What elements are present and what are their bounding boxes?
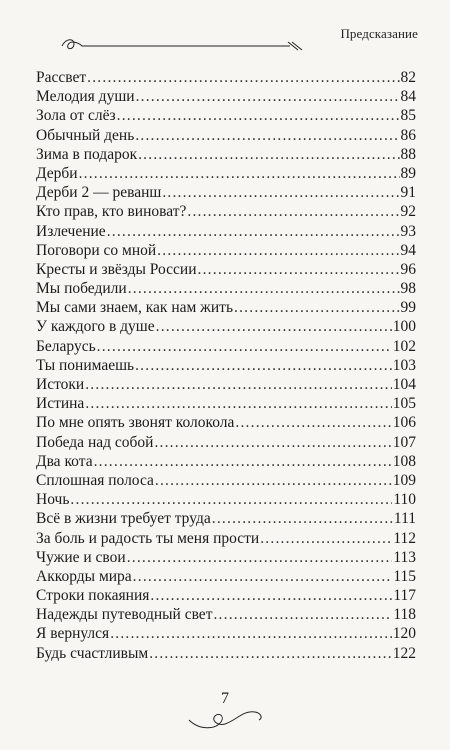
toc-entry-title: Мелодия души xyxy=(36,88,135,106)
toc-entry-page: 89 xyxy=(400,164,416,182)
toc-entry xyxy=(36,452,416,471)
toc-entry xyxy=(36,337,416,356)
toc-entry-page: 118 xyxy=(393,606,416,624)
toc-dot-leader xyxy=(133,567,393,586)
toc-entry xyxy=(36,145,416,164)
page-number: 7 xyxy=(221,690,229,707)
toc-dot-leader xyxy=(235,413,391,432)
toc-dot-leader xyxy=(212,509,393,528)
toc-entry-title: Дерби xyxy=(36,164,78,182)
toc-dot-leader xyxy=(117,106,400,125)
toc-entry-title: Ночь xyxy=(36,491,70,509)
toc-entry xyxy=(36,356,416,375)
toc-entry-page: 112 xyxy=(393,529,416,547)
toc-dot-leader xyxy=(234,298,399,317)
toc-entry xyxy=(36,509,416,528)
toc-entry-page: 92 xyxy=(400,203,416,221)
toc-entry xyxy=(36,624,416,643)
toc-dot-leader xyxy=(157,241,399,260)
toc-entry-title: Всё в жизни требует труда xyxy=(36,510,211,528)
toc-entry-page: 117 xyxy=(393,587,416,605)
toc-entry-page: 86 xyxy=(400,126,416,144)
toc-dot-leader xyxy=(128,279,400,298)
toc-entry-title: Мы победили xyxy=(36,280,127,298)
toc-entry-title: Мы сами знаем, как нам жить xyxy=(36,299,234,317)
toc-entry-page: 94 xyxy=(400,241,416,259)
toc-entry-page: 98 xyxy=(400,280,416,298)
toc-entry-page: 105 xyxy=(392,395,416,413)
toc-entry xyxy=(36,529,416,548)
toc-dot-leader xyxy=(156,317,392,336)
toc-entry-title: Поговори со мной xyxy=(36,241,157,259)
toc-entry-title: По мне опять звонят колокола xyxy=(36,414,235,432)
toc-dot-leader xyxy=(85,394,391,413)
toc-entry-title: Аккорды мира xyxy=(36,567,132,585)
toc-entry-title: Победа над собой xyxy=(36,433,154,451)
toc-entry xyxy=(36,471,416,490)
toc-entry xyxy=(36,279,416,298)
toc-dot-leader xyxy=(213,605,392,624)
toc-entry-page: 88 xyxy=(400,145,416,163)
toc-dot-leader xyxy=(85,375,392,394)
toc-dot-leader xyxy=(198,260,400,279)
toc-dot-leader xyxy=(70,490,392,509)
toc-entry-page: 122 xyxy=(392,644,416,662)
toc-entry xyxy=(36,87,416,106)
toc-dot-leader xyxy=(87,68,399,87)
toc-dot-leader xyxy=(97,337,392,356)
toc-entry-page: 100 xyxy=(392,318,416,336)
toc-dot-leader xyxy=(94,452,392,471)
toc-entry xyxy=(36,241,416,260)
toc-dot-leader xyxy=(260,529,392,548)
toc-entry xyxy=(36,260,416,279)
toc-entry xyxy=(36,106,416,125)
toc-entry-page: 110 xyxy=(393,491,416,509)
toc-entry-title: Обычный день xyxy=(36,126,135,144)
toc-dot-leader xyxy=(107,222,400,241)
toc-dot-leader xyxy=(110,624,392,643)
toc-entry-page: 102 xyxy=(392,337,416,355)
toc-entry-title: Ты понимаешь xyxy=(36,356,135,374)
toc-entry xyxy=(36,567,416,586)
toc-entry-title: У каждого в душе xyxy=(36,318,155,336)
table-of-contents xyxy=(36,68,416,663)
toc-entry xyxy=(36,490,416,509)
toc-entry-title: Истоки xyxy=(36,376,85,393)
toc-entry-page: 96 xyxy=(400,260,416,278)
header-ornament-rule xyxy=(60,28,360,64)
toc-entry xyxy=(36,317,416,336)
toc-dot-leader xyxy=(135,126,399,145)
toc-entry xyxy=(36,164,416,183)
footer-ornament-flourish xyxy=(185,696,265,736)
toc-entry xyxy=(36,375,416,394)
toc-entry xyxy=(36,183,416,202)
toc-entry-title: Рассвет xyxy=(36,69,87,86)
toc-dot-leader xyxy=(79,164,400,183)
toc-dot-leader xyxy=(154,433,391,452)
toc-entry-page: 106 xyxy=(392,414,416,432)
toc-entry-title: Кто прав, кто виноват? xyxy=(36,203,187,221)
toc-entry-page: 104 xyxy=(392,376,416,393)
toc-entry xyxy=(36,394,416,413)
toc-entry xyxy=(36,433,416,452)
toc-dot-leader xyxy=(127,548,393,567)
toc-entry xyxy=(36,548,416,567)
toc-dot-leader xyxy=(149,644,392,663)
toc-entry-page: 109 xyxy=(392,471,416,489)
toc-entry-page: 85 xyxy=(400,107,416,125)
toc-entry xyxy=(36,644,416,663)
toc-entry-page: 99 xyxy=(400,299,416,317)
toc-entry-page: 111 xyxy=(393,510,416,528)
toc-entry xyxy=(36,298,416,317)
toc-entry xyxy=(36,605,416,624)
toc-entry-title: Чужие и свои xyxy=(36,548,126,566)
running-head-title: Предсказание xyxy=(340,26,418,41)
toc-entry-title: Излечение xyxy=(36,222,106,240)
toc-entry-title: Два кота xyxy=(36,452,93,470)
toc-entry xyxy=(36,586,416,605)
toc-entry-title: Зола от слёз xyxy=(36,107,116,125)
toc-entry-page: 113 xyxy=(393,548,416,566)
toc-entry-title: Будь счастливым xyxy=(36,644,149,662)
toc-dot-leader xyxy=(150,586,392,605)
toc-entry-page: 93 xyxy=(400,222,416,240)
toc-entry-title: Строки покаяния xyxy=(36,587,150,605)
toc-entry-title: Я вернулся xyxy=(36,625,110,643)
toc-entry-page: 108 xyxy=(392,452,416,470)
toc-dot-leader xyxy=(138,145,399,164)
toc-entry-title: Сплошная полоса xyxy=(36,471,154,489)
toc-entry-page: 115 xyxy=(393,567,416,585)
toc-dot-leader xyxy=(135,356,392,375)
toc-entry-page: 107 xyxy=(392,433,416,451)
toc-dot-leader xyxy=(162,183,399,202)
toc-dot-leader xyxy=(155,471,392,490)
toc-entry-title: За боль и радость ты меня прости xyxy=(36,529,260,547)
toc-entry-page: 103 xyxy=(392,356,416,374)
toc-entry xyxy=(36,222,416,241)
toc-entry xyxy=(36,68,416,87)
toc-entry-title: Кресты и звёзды России xyxy=(36,260,197,278)
toc-entry xyxy=(36,202,416,221)
toc-dot-leader xyxy=(187,202,399,221)
toc-entry-title: Зима в подарок xyxy=(36,145,138,163)
toc-dot-leader xyxy=(136,87,400,106)
toc-entry-page: 82 xyxy=(400,69,416,86)
toc-entry xyxy=(36,413,416,432)
toc-entry-title: Истина xyxy=(36,395,85,413)
toc-entry-page: 120 xyxy=(392,625,416,643)
toc-entry xyxy=(36,126,416,145)
toc-entry-title: Дерби 2 — реванш xyxy=(36,184,162,202)
toc-entry-page: 84 xyxy=(400,88,416,106)
toc-entry-title: Беларусь xyxy=(36,337,96,355)
toc-entry-title: Надежды путеводный свет xyxy=(36,606,213,624)
toc-entry-page: 91 xyxy=(400,184,416,202)
